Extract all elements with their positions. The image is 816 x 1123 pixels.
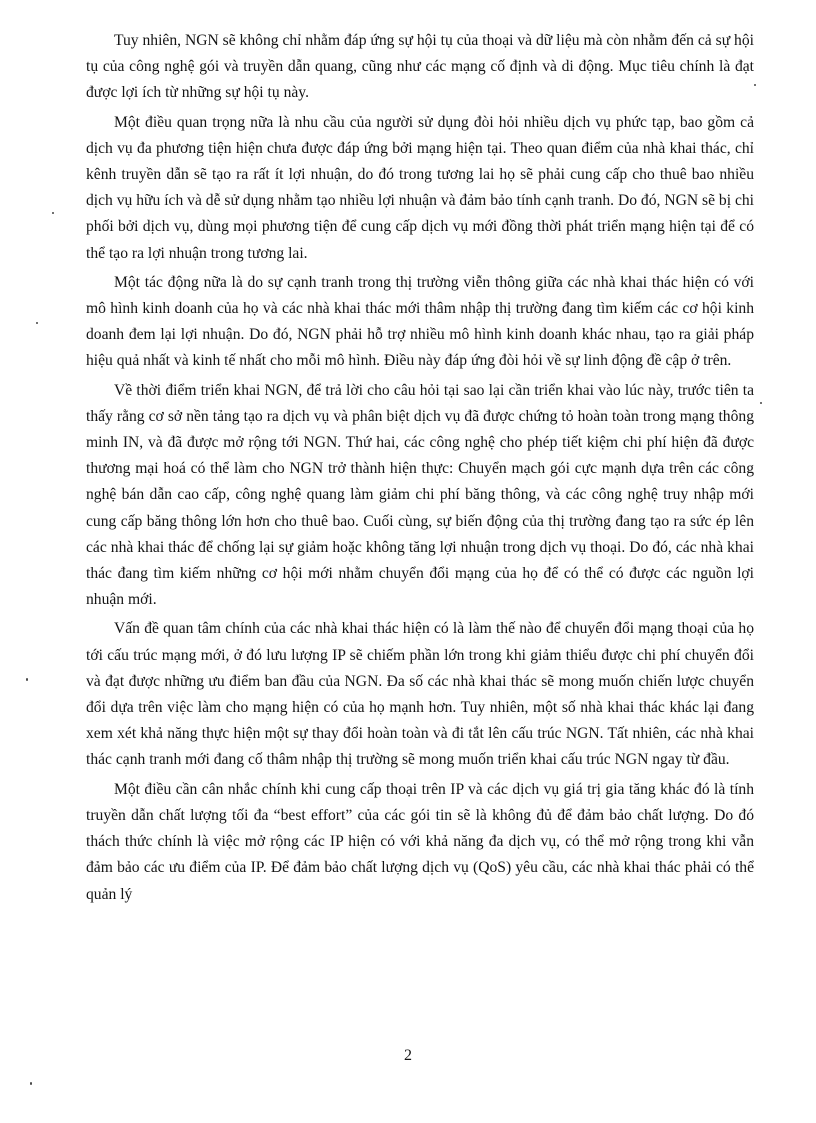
paragraph-5: Vấn đề quan tâm chính của các nhà khai thác hiện có là làm thế nào để chuyển đổi mạng thoại của họ tới cấu trúc mạng mới, ở đó lưu lượng IP sẽ chiếm phần lớn trong khi giảm thiểu được chi phí chuyển đổi và đạt được những ưu điểm ban đầu của NGN. Đa số các nhà khai thác sẽ mong muốn chiến lược chuyển đổi dựa trên việc làm cho mạng hiện có của họ mạnh hơn. Tuy nhiên, một số nhà khai thác khác lại đang xem xét khả năng thực hiện một sự thay đổi hoàn toàn và đi tắt lên cấu trúc NGN. Tất nhiên, các nhà khai thác cạnh tranh mới đang cố thâm nhập thị trường sẽ mong muốn triển khai cấu trúc NGN ngay từ đầu. xyxy=(86,620,754,769)
scan-speck xyxy=(52,212,54,214)
paragraph-4: Về thời điểm triển khai NGN, để trả lời cho câu hỏi tại sao lại cần triển khai vào lúc này, trước tiên ta thấy rằng cơ sở nền tảng tạo ra dịch vụ và phân biệt dịch vụ đã được chứng tỏ hoàn toàn trong mạng thông minh IN, và đã được mở rộng tới NGN. Thứ hai, các công nghệ cho phép tiết kiệm chi phí hiện đã được thương mại hoá có thể làm cho NGN trở thành hiện thực: Chuyển mạch gói cực mạnh dựa trên các công nghệ bán dẫn cao cấp, công nghệ quang làm giảm chi phí băng thông, và các công nghệ truy nhập mới cung cấp băng thông lớn hơn cho thuê bao. Cuối cùng, sự biến động của thị trường đang tạo ra sức ép lên các nhà khai thác để chống lại sự giảm hoặc không tăng lợi nhuận trong dịch vụ thoại. Do đó, các nhà khai thác đang tìm kiếm những cơ hội mới nhằm chuyển đổi mạng của họ để có thể có được các nguồn lợi nhuận mới. xyxy=(86,381,754,609)
scan-speck xyxy=(754,84,756,86)
scan-speck xyxy=(30,1082,32,1085)
paragraph-3: Một tác động nữa là do sự cạnh tranh trong thị trường viễn thông giữa các nhà khai thác hiện có với mô hình kinh doanh của họ và các nhà khai thác mới thâm nhập thị trường đang tìm kiếm các cơ hội kinh doanh đem lại lợi nhuận. Do đó, NGN phải hỗ trợ nhiều mô hình kinh doanh khác nhau, tạo ra giải pháp hiệu quả nhất và kinh tế nhất cho mỗi mô hình. Điều này đáp ứng đòi hỏi về sự linh động đề cập ở trên. xyxy=(86,273,754,370)
paragraph-6: Một điều cần cân nhắc chính khi cung cấp thoại trên IP và các dịch vụ giá trị gia tăng khác đó là tính truyền dẫn chất lượng tối đa “best effort” của các gói tin sẽ là không đủ để đảm bảo chất lượng. Do đó thách thức chính là việc mở rộng các IP hiện có với khả năng đa dịch vụ, có thể mở rộng trong khi vẫn đảm bảo các ưu điểm của IP. Để đảm bảo chất lượng dịch vụ (QoS) yêu cầu, các nhà khai thác phải có thể quản lý xyxy=(86,780,754,903)
paragraph-2: Một điều quan trọng nữa là nhu cầu của người sử dụng đòi hỏi nhiều dịch vụ phức tạp, bao gồm cả dịch vụ đa phương tiện hiện chưa được đáp ứng bởi mạng hiện tại. Theo quan điểm của nhà khai thác, chỉ kênh truyền dẫn sẽ tạo ra rất ít lợi nhuận, do đó trong tương lai họ sẽ phải cung cấp cho thuê bao nhiều dịch vụ hữu ích và dễ sử dụng nhằm tạo nhiều lợi nhuận và đảm bảo tính cạnh tranh. Do đó, NGN sẽ bị chi phối bởi dịch vụ, dùng mọi phương tiện để cung cấp dịch vụ mới đồng thời phát triển mạng hiện tại để có thể tạo ra lợi nhuận trong tương lai. xyxy=(86,113,754,262)
scan-speck xyxy=(26,678,28,681)
document-body xyxy=(86,28,754,911)
scan-speck xyxy=(760,402,762,404)
paragraph-1: Tuy nhiên, NGN sẽ không chỉ nhằm đáp ứng sự hội tụ của thoại và dữ liệu mà còn nhằm đến cả sự hội tụ của công nghệ gói và truyền dẫn quang, cũng như các mạng cố định và di động. Mục tiêu chính là đạt được lợi ích từ những sự hội tụ này. xyxy=(86,32,754,102)
page-number: 2 xyxy=(404,1047,412,1064)
scan-speck xyxy=(36,322,38,324)
